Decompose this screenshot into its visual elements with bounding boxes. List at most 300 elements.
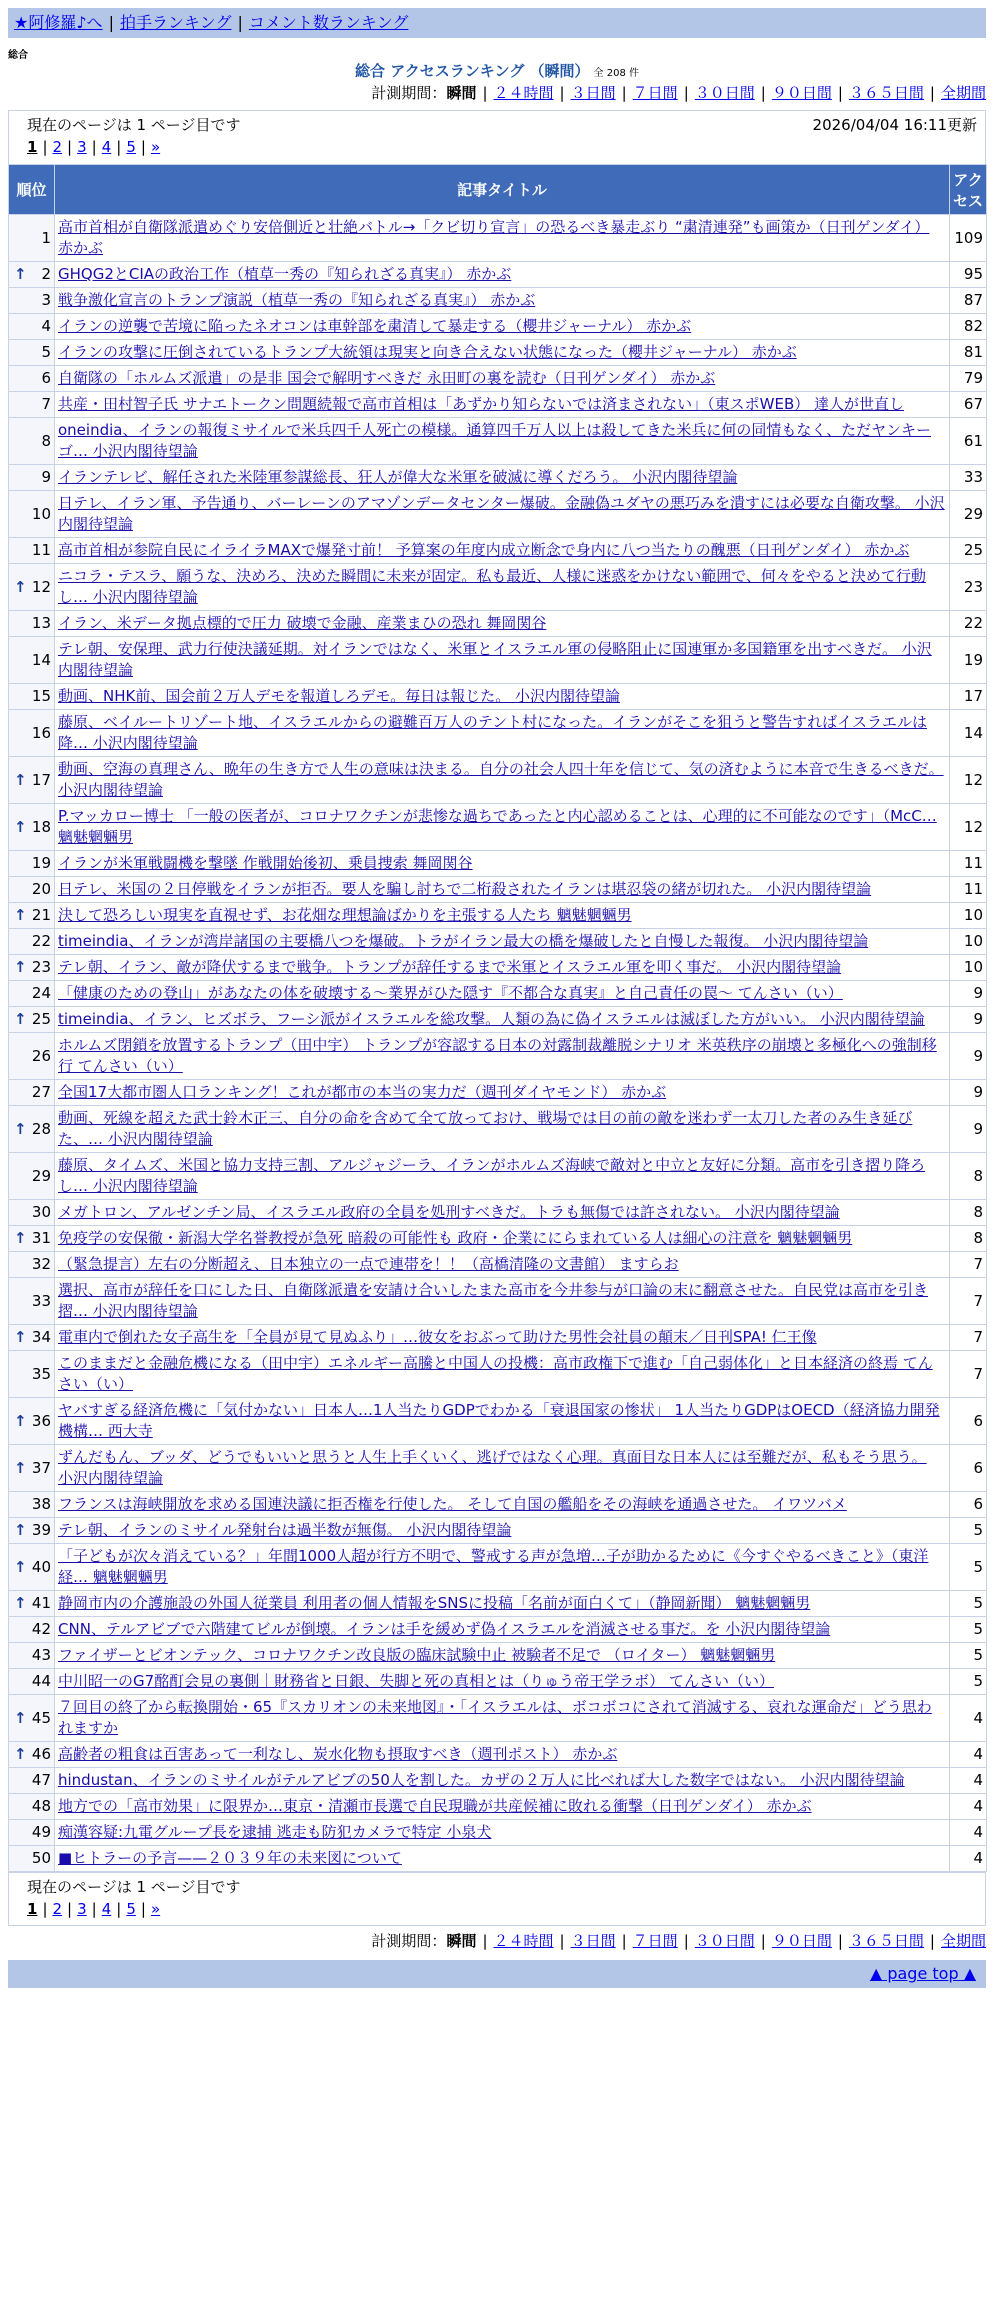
rank-cell bbox=[9, 1153, 55, 1200]
title-cell bbox=[55, 1278, 950, 1325]
access-count: 87 bbox=[950, 288, 987, 314]
period-link-365d[interactable]: ３６５日間 bbox=[848, 84, 924, 102]
period-link-90d[interactable]: ９０日間 bbox=[771, 84, 832, 102]
table-row bbox=[9, 1445, 987, 1492]
title-cell bbox=[55, 1742, 950, 1768]
title-cell bbox=[55, 262, 950, 288]
current-page-text: 現在のページは 1 ページ目です bbox=[27, 1878, 241, 1896]
rank-cell bbox=[9, 851, 55, 877]
title-cell bbox=[55, 564, 950, 611]
rank-up-arrow-icon: ↑ bbox=[14, 1411, 27, 1430]
title-cell bbox=[55, 1643, 950, 1669]
title-cell bbox=[55, 1398, 950, 1445]
article-title-link[interactable]: 動画、空海の真理さん、晩年の生き方で人生の意味は決まる。自分の社会人四十年を信じて、気の済むように本音で生きるべきだ。 小沢内閣待望論 bbox=[58, 760, 944, 799]
article-title-link[interactable]: P.マッカロー博士 「一般の医者が、コロナワクチンが悲惨な過ちであったと内心認めることは、心理的に不可能なのです」（McC… 魑魅魍魎男 bbox=[58, 807, 937, 846]
article-title-link[interactable]: フランスは海峡開放を求める国連決議に拒否権を行使した。 そして自国の艦船をその海峡を通過させた。 イワツバメ bbox=[58, 1495, 847, 1513]
article-title-link[interactable]: hindustan、イランのミサイルがテルアビブの50人を割した。カザの２万人に比べれば大した数字ではない。 小沢内閣待望論 bbox=[58, 1771, 905, 1789]
article-title-link[interactable]: 動画、死線を超えた武士鈴木正三、自分の命を含めて全て放っておけ、戦場では目の前の敵を迷わず一太刀した者のみ生き延びた、… 小沢内閣待望論 bbox=[58, 1109, 913, 1148]
article-title-link[interactable]: 藤原、ベイルートリゾート地、イスラエルからの避難百万人のテント村になった。イランがそこを狙うと警告すればイスラエルは降… 小沢内閣待望論 bbox=[58, 713, 927, 752]
table-row bbox=[9, 564, 987, 611]
top-nav-bar bbox=[8, 8, 986, 38]
updated-timestamp: 2026/04/04 16:11更新 bbox=[812, 116, 977, 134]
article-title-link[interactable]: イランの攻撃に圧倒されているトランプ大統領は現実と向き合えない状態になった（櫻井ジャーナル） 赤かぶ bbox=[58, 343, 797, 361]
rank-number: 27 bbox=[31, 1083, 51, 1101]
period-link-90d[interactable]: ９０日間 bbox=[771, 1932, 832, 1950]
title-cell bbox=[55, 288, 950, 314]
nav-separator: | bbox=[108, 13, 114, 32]
header-count: アクセス bbox=[950, 165, 987, 215]
article-title-link[interactable]: テレ朝、イランのミサイル発射台は過半数が無傷。 小沢内閣待望論 bbox=[58, 1521, 512, 1539]
period-link-7d[interactable]: ７日間 bbox=[632, 84, 678, 102]
access-count: 5 bbox=[950, 1591, 987, 1617]
page-title: 総合 アクセスランキング （瞬間） bbox=[355, 62, 590, 80]
rank-cell bbox=[9, 757, 55, 804]
rank-number: 44 bbox=[31, 1672, 51, 1690]
period-link-7d[interactable]: ７日間 bbox=[632, 1932, 678, 1950]
table-row bbox=[9, 1617, 987, 1643]
article-title-link[interactable]: イランが米軍戦闘機を撃墜 作戦開始後初、乗員捜索 舞岡関谷 bbox=[58, 854, 473, 872]
table-row bbox=[9, 418, 987, 465]
table-row bbox=[9, 1643, 987, 1669]
rank-number: 30 bbox=[31, 1203, 51, 1221]
rank-cell bbox=[9, 1445, 55, 1492]
access-count: 4 bbox=[950, 1794, 987, 1820]
access-count: 4 bbox=[950, 1846, 987, 1872]
rank-number: 29 bbox=[31, 1166, 51, 1185]
rank-cell bbox=[9, 1643, 55, 1669]
rank-number: 21 bbox=[31, 906, 51, 924]
access-count: 7 bbox=[950, 1278, 987, 1325]
rank-cell bbox=[9, 538, 55, 564]
pager-bottom bbox=[8, 1872, 986, 1926]
title-cell bbox=[55, 1226, 950, 1252]
page-top-link[interactable]: ▲ page top ▲ bbox=[869, 1964, 976, 1983]
rank-up-arrow-icon: ↑ bbox=[14, 1594, 27, 1612]
title-cell bbox=[55, 1591, 950, 1617]
rank-cell bbox=[9, 314, 55, 340]
article-title-link[interactable]: 日テレ、米国の２日停戦をイランが拒否。要人を騙し討ちで二桁殺されたイランは堪忍袋の緒が切れた。 小沢内閣待望論 bbox=[58, 880, 872, 898]
table-row bbox=[9, 1820, 987, 1846]
ranking-table bbox=[8, 164, 987, 1872]
access-count: 8 bbox=[950, 1153, 987, 1200]
rank-cell bbox=[9, 262, 55, 288]
period-selector-bottom: 計測期間：瞬間 | ２４時間 | ３日間 | ７日間 | ３０日間 | ９０日間 | ３６５日間 | 全期間 bbox=[371, 1932, 986, 1950]
page-link-5[interactable]: 5 bbox=[126, 1900, 136, 1918]
rank-cell bbox=[9, 288, 55, 314]
article-title-link[interactable]: 共産・田村智子氏 サナエトークン問題続報で高市首相は「あずかり知らないでは済まされない」（東スポWEB） 達人が世直し bbox=[58, 395, 905, 413]
table-row bbox=[9, 1252, 987, 1278]
title-cell bbox=[55, 1080, 950, 1106]
title-cell bbox=[55, 1153, 950, 1200]
rank-number: 5 bbox=[41, 343, 51, 361]
article-title-link[interactable]: 「健康のための登山」があなたの体を破壊する～業界がひた隠す『不都合な真実』と自己責任の罠～ てんさい（い） bbox=[58, 984, 843, 1002]
table-row bbox=[9, 981, 987, 1007]
period-link-all[interactable]: 全期間 bbox=[940, 1932, 986, 1950]
page-current: 1 bbox=[27, 1900, 38, 1918]
table-row bbox=[9, 710, 987, 757]
access-count: 10 bbox=[950, 955, 987, 981]
title-cell bbox=[55, 851, 950, 877]
period-current: 瞬間 bbox=[446, 84, 477, 102]
rank-cell bbox=[9, 392, 55, 418]
page-link-4[interactable]: 4 bbox=[101, 1900, 112, 1918]
article-title-link[interactable]: ファイザーとビオンテック、コロナワクチン改良版の臨床試験中止 被験者不足で （ロイター） 魑魅魍魎男 bbox=[58, 1646, 776, 1664]
article-title-link[interactable]: 地方での「高市効果」に限界か…東京・清瀬市長選で自民現職が共産候補に敗れる衝撃（日刊ゲンダイ） 赤かぶ bbox=[58, 1797, 812, 1815]
rank-number: 8 bbox=[41, 431, 51, 450]
access-count: 11 bbox=[950, 851, 987, 877]
period-link-30d[interactable]: ３０日間 bbox=[694, 1932, 755, 1950]
rank-number: 24 bbox=[31, 984, 51, 1002]
period-link-24h[interactable]: ２４時間 bbox=[493, 1932, 554, 1950]
title-cell bbox=[55, 1794, 950, 1820]
title-cell bbox=[55, 981, 950, 1007]
rank-number: 35 bbox=[31, 1364, 51, 1383]
access-count: 8 bbox=[950, 1226, 987, 1252]
access-count: 10 bbox=[950, 903, 987, 929]
article-title-link[interactable]: イランテレビ、解任された米陸軍参謀総長、狂人が偉大な米軍を破滅に導くだろう。 小沢内閣待望論 bbox=[58, 468, 738, 486]
access-count: 12 bbox=[950, 804, 987, 851]
rank-cell bbox=[9, 1351, 55, 1398]
table-row bbox=[9, 538, 987, 564]
access-count: 33 bbox=[950, 465, 987, 491]
access-count: 9 bbox=[950, 1106, 987, 1153]
article-title-link[interactable]: 自衛隊の「ホルムズ派遣」の是非 国会で解明すべきだ 永田町の裏を読む（日刊ゲンダイ） 赤かぶ bbox=[58, 369, 716, 387]
access-count: 8 bbox=[950, 1200, 987, 1226]
article-title-link[interactable]: ホルムズ閉鎖を放置するトランプ（田中宇） トランプが容認する日本の対露制裁離脱シナリオ 米英秩序の崩壊と多極化への強制移行 てんさい（い） bbox=[58, 1036, 937, 1075]
rank-number: 10 bbox=[31, 504, 51, 523]
title-cell bbox=[55, 710, 950, 757]
period-selector-top: 計測期間：瞬間 | ２４時間 | ３日間 | ７日間 | ３０日間 | ９０日間 | ３６５日間 | 全期間 bbox=[371, 84, 986, 102]
rank-cell bbox=[9, 955, 55, 981]
rank-number: 31 bbox=[31, 1229, 51, 1247]
period-link-all[interactable]: 全期間 bbox=[940, 84, 986, 102]
rank-cell bbox=[9, 1007, 55, 1033]
table-row bbox=[9, 465, 987, 491]
rank-number: 23 bbox=[31, 958, 51, 976]
table-header-row bbox=[9, 165, 987, 215]
rank-cell bbox=[9, 1080, 55, 1106]
page-link-3[interactable]: 3 bbox=[77, 138, 87, 156]
rank-number: 49 bbox=[31, 1823, 51, 1841]
table-row bbox=[9, 1518, 987, 1544]
title-cell bbox=[55, 903, 950, 929]
title-cell bbox=[55, 392, 950, 418]
access-count: 4 bbox=[950, 1820, 987, 1846]
access-count: 95 bbox=[950, 262, 987, 288]
article-title-link[interactable]: CNN、テルアビブで六階建てビルが倒壊。イランは手を緩めず偽イスラエルを消滅させる事だ。を 小沢内閣待望論 bbox=[58, 1620, 831, 1638]
table-row bbox=[9, 637, 987, 684]
page-links: 1 | 2 | 3 | 4 | 5 | » bbox=[27, 1900, 161, 1918]
article-title-link[interactable]: （緊急提言）左右の分断超え、日本独立の一点で連帯を！！（高橋清隆の文書館） ますらお bbox=[58, 1255, 679, 1273]
rank-cell bbox=[9, 465, 55, 491]
rank-up-arrow-icon: ↑ bbox=[14, 1521, 27, 1539]
article-title-link[interactable]: timeindia、イラン、ヒズボラ、フーシ派がイスラエルを総攻撃。人類の為に偽イスラエルは滅ぼした方がいい。 小沢内閣待望論 bbox=[58, 1010, 925, 1028]
table-row bbox=[9, 1742, 987, 1768]
article-title-link[interactable]: ■ヒトラーの予言——２０３９年の未来図について bbox=[58, 1849, 402, 1867]
nav-link-comment-ranking[interactable]: コメント数ランキング bbox=[248, 13, 409, 32]
rank-up-arrow-icon: ↑ bbox=[14, 1745, 27, 1763]
rank-cell bbox=[9, 1200, 55, 1226]
period-link-30d[interactable]: ３０日間 bbox=[694, 84, 755, 102]
access-count: 9 bbox=[950, 1080, 987, 1106]
title-cell bbox=[55, 1106, 950, 1153]
article-title-link[interactable]: GHQG2とCIAの政治工作（植草一秀の『知られざる真実』） 赤かぶ bbox=[58, 265, 512, 283]
page-link-4[interactable]: 4 bbox=[101, 138, 112, 156]
category-label: 総合 bbox=[8, 50, 28, 61]
article-title-link[interactable]: 決して恐ろしい現実を直視せず、お花畑な理想論ばかりを主張する人たち 魑魅魍魎男 bbox=[58, 906, 632, 924]
table-row bbox=[9, 1794, 987, 1820]
rank-up-arrow-icon: ↑ bbox=[14, 1708, 27, 1727]
current-page-text: 現在のページは 1 ページ目です bbox=[27, 116, 241, 134]
rank-cell bbox=[9, 1669, 55, 1695]
nav-link-asyura[interactable]: ★阿修羅♪へ bbox=[14, 13, 103, 32]
article-title-link[interactable]: イラン、米データ拠点標的で圧力 破壊で金融、産業まひの恐れ 舞岡関谷 bbox=[58, 614, 547, 632]
table-row bbox=[9, 1398, 987, 1445]
rank-up-arrow-icon: ↑ bbox=[14, 577, 27, 596]
article-title-link[interactable]: 中川昭一のG7酩酊会見の裏側｜財務省と日銀、失脚と死の真相とは（りゅう帝王学ラボ） てんさい（い） bbox=[58, 1672, 774, 1690]
header-rank: 順位 bbox=[9, 165, 55, 215]
title-cell bbox=[55, 340, 950, 366]
title-cell bbox=[55, 1820, 950, 1846]
article-title-link[interactable]: ７回目の終了から転換開始・65『スカリオンの未来地図』・「イスラエルは、ボコボコにされて消滅する、哀れな運命だ」どう思われますか bbox=[58, 1698, 932, 1737]
article-title-link[interactable]: ヤバすぎる経済危機に「気付かない」日本人…1人当たりGDPでわかる「衰退国家の惨状」 1人当たりGDPはOECD（経済協力開発機構… 西大寺 bbox=[58, 1401, 940, 1440]
title-cell bbox=[55, 1252, 950, 1278]
table-row bbox=[9, 288, 987, 314]
rank-number: 11 bbox=[31, 541, 51, 559]
table-row bbox=[9, 366, 987, 392]
rank-number: 46 bbox=[31, 1745, 51, 1763]
rank-cell bbox=[9, 1695, 55, 1742]
access-count: 5 bbox=[950, 1669, 987, 1695]
total-count: 全 208 件 bbox=[593, 68, 639, 79]
rank-cell bbox=[9, 1742, 55, 1768]
rank-cell bbox=[9, 611, 55, 637]
access-count: 82 bbox=[950, 314, 987, 340]
article-title-link[interactable]: 静岡市内の介護施設の外国人従業員 利用者の個人情報をSNSに投稿「名前が面白くて」（静岡新聞） 魑魅魍魎男 bbox=[58, 1594, 811, 1612]
rank-up-arrow-icon: ↑ bbox=[14, 958, 27, 976]
access-count: 5 bbox=[950, 1518, 987, 1544]
rank-cell bbox=[9, 1591, 55, 1617]
period-link-3d[interactable]: ３日間 bbox=[570, 1932, 616, 1950]
article-title-link[interactable]: 藤原、タイムズ、米国と協力支持三割、アルジャジーラ、イランがホルムズ海峡で敵対と中立と友好に分類。高市を引き摺り降ろし… 小沢内閣待望論 bbox=[58, 1156, 926, 1195]
rank-cell bbox=[9, 637, 55, 684]
header-title: 記事タイトル bbox=[55, 165, 950, 215]
access-count: 9 bbox=[950, 1033, 987, 1080]
rank-cell bbox=[9, 1106, 55, 1153]
page-link-2[interactable]: 2 bbox=[52, 138, 63, 156]
rank-cell bbox=[9, 981, 55, 1007]
rank-number: 32 bbox=[31, 1255, 51, 1273]
footer-bar bbox=[8, 1960, 986, 1988]
title-cell bbox=[55, 418, 950, 465]
table-row bbox=[9, 1106, 987, 1153]
rank-number: 6 bbox=[41, 369, 51, 387]
title-cell bbox=[55, 877, 950, 903]
rank-up-arrow-icon: ↑ bbox=[14, 1229, 27, 1247]
article-title-link[interactable]: timeindia、イランが湾岸諸国の主要橋八つを爆破。トラがイラン最大の橋を爆破したと自慢した報復。 小沢内閣待望論 bbox=[58, 932, 869, 950]
rank-cell bbox=[9, 1033, 55, 1080]
article-title-link[interactable]: 選択、高市が辞任を口にした日、自衛隊派遣を安請け合いしたまた高市を今井参与が口論の末に翻意させた。自民党は高市を引き摺… 小沢内閣待望論 bbox=[58, 1281, 929, 1320]
rank-cell bbox=[9, 340, 55, 366]
rank-number: 19 bbox=[31, 854, 51, 872]
access-count: 81 bbox=[950, 340, 987, 366]
article-title-link[interactable]: 電車内で倒れた女子高生を「全員が見て見ぬふり」…彼女をおぶって助けた男性会社員の顛末／日刊SPA! 仁王像 bbox=[58, 1328, 817, 1346]
period-link-3d[interactable]: ３日間 bbox=[570, 84, 616, 102]
article-title-link[interactable]: ニコラ・テスラ、願うな、決めろ、決めた瞬間に未来が固定。私も最近、人様に迷惑をかけない範囲で、何々をやると決めて行動し… 小沢内閣待望論 bbox=[58, 567, 926, 606]
rank-cell bbox=[9, 710, 55, 757]
rank-cell bbox=[9, 1518, 55, 1544]
access-count: 109 bbox=[950, 215, 987, 262]
article-title-link[interactable]: 戦争激化宣言のトランプ演説（植草一秀の『知られざる真実』） 赤かぶ bbox=[58, 291, 536, 309]
nav-separator: | bbox=[237, 13, 243, 32]
period-link-365d[interactable]: ３６５日間 bbox=[848, 1932, 924, 1950]
article-title-link[interactable]: このままだと金融危機になる（田中宇）エネルギー高騰と中国人の投機：高市政権下で進む「自己弱体化」と日本経済の終焉 てんさい（い） bbox=[58, 1354, 933, 1393]
page-link-6[interactable]: » bbox=[150, 1900, 161, 1918]
table-row bbox=[9, 1080, 987, 1106]
title-cell bbox=[55, 757, 950, 804]
ranking-heading bbox=[0, 60, 994, 81]
table-row bbox=[9, 215, 987, 262]
page-link-3[interactable]: 3 bbox=[77, 1900, 87, 1918]
rank-number: 3 bbox=[41, 291, 51, 309]
rank-cell bbox=[9, 804, 55, 851]
rank-cell bbox=[9, 1820, 55, 1846]
title-cell bbox=[55, 465, 950, 491]
rank-number: 41 bbox=[31, 1594, 51, 1612]
article-title-link[interactable]: 全国17大都市圏人口ランキング！これが都市の本当の実力だ（週刊ダイヤモンド） 赤かぶ bbox=[58, 1083, 667, 1101]
access-count: 4 bbox=[950, 1742, 987, 1768]
table-row bbox=[9, 1007, 987, 1033]
rank-number: 38 bbox=[31, 1495, 51, 1513]
rank-up-arrow-icon: ↑ bbox=[14, 1458, 27, 1477]
title-cell bbox=[55, 1617, 950, 1643]
table-row bbox=[9, 684, 987, 710]
article-title-link[interactable]: ずんだもん、ブッダ、どうでもいいと思うと人生上手くいく、逃げではなく心理。真面目な日本人には至難だが、私もそう思う。 小沢内閣待望論 bbox=[58, 1448, 927, 1487]
access-count: 11 bbox=[950, 877, 987, 903]
table-row bbox=[9, 1278, 987, 1325]
title-cell bbox=[55, 1768, 950, 1794]
rank-number: 9 bbox=[41, 468, 51, 486]
rank-cell bbox=[9, 418, 55, 465]
page-link-2[interactable]: 2 bbox=[52, 1900, 63, 1918]
access-count: 7 bbox=[950, 1351, 987, 1398]
rank-number: 48 bbox=[31, 1797, 51, 1815]
access-count: 79 bbox=[950, 366, 987, 392]
rank-number: 4 bbox=[41, 317, 51, 335]
title-cell bbox=[55, 1492, 950, 1518]
rank-cell bbox=[9, 1398, 55, 1445]
access-count: 29 bbox=[950, 491, 987, 538]
table-row bbox=[9, 1846, 987, 1872]
rank-up-arrow-icon: ↑ bbox=[14, 906, 27, 924]
rank-cell bbox=[9, 1794, 55, 1820]
article-title-link[interactable]: 高市首相が自衛隊派遣めぐり安倍側近と壮絶バトル→「クビ切り宣言」の恐るべき暴走ぶり “粛清連発”も画策か（日刊ゲンダイ） 赤かぶ bbox=[58, 218, 930, 257]
rank-up-arrow-icon: ↑ bbox=[14, 1328, 27, 1346]
title-cell bbox=[55, 1351, 950, 1398]
table-row bbox=[9, 392, 987, 418]
access-count: 6 bbox=[950, 1445, 987, 1492]
access-count: 5 bbox=[950, 1643, 987, 1669]
article-title-link[interactable]: テレ朝、イラン、敵が降伏するまで戦争。トランプが辞任するまで米軍とイスラエル軍を叩く事だ。 小沢内閣待望論 bbox=[58, 958, 842, 976]
rank-number: 34 bbox=[31, 1328, 51, 1346]
page-link-5[interactable]: 5 bbox=[126, 138, 136, 156]
rank-number: 43 bbox=[31, 1646, 51, 1664]
rank-cell bbox=[9, 1278, 55, 1325]
rank-number: 2 bbox=[41, 265, 51, 283]
rank-number: 16 bbox=[31, 723, 51, 742]
title-cell bbox=[55, 804, 950, 851]
article-title-link[interactable]: 免疫学の安保徹・新潟大学名誉教授が急死 暗殺の可能性も 政府・企業ににらまれている人は細心の注意を 魑魅魍魎男 bbox=[58, 1229, 853, 1247]
rank-cell bbox=[9, 929, 55, 955]
page-link-next[interactable]: » bbox=[150, 138, 161, 156]
article-title-link[interactable]: イランの逆襲で苦境に陥ったネオコンは車幹部を粛清して暴走する（櫻井ジャーナル） 赤かぶ bbox=[58, 317, 692, 335]
nav-link-clap-ranking[interactable]: 拍手ランキング bbox=[119, 13, 232, 32]
title-cell bbox=[55, 1544, 950, 1591]
table-row bbox=[9, 491, 987, 538]
rank-number: 20 bbox=[31, 880, 51, 898]
table-row bbox=[9, 1153, 987, 1200]
rank-cell bbox=[9, 1544, 55, 1591]
access-count: 5 bbox=[950, 1544, 987, 1591]
title-cell bbox=[55, 1695, 950, 1742]
table-row bbox=[9, 1351, 987, 1398]
article-title-link[interactable]: 痴漢容疑:九電グループ長を逮捕 逃走も防犯カメラで特定 小泉犬 bbox=[58, 1823, 492, 1841]
rank-cell bbox=[9, 1492, 55, 1518]
rank-cell bbox=[9, 1846, 55, 1872]
rank-number: 7 bbox=[41, 395, 51, 413]
rank-number: 33 bbox=[31, 1291, 51, 1310]
article-title-link[interactable]: 「子どもが次々消えている？」年間1000人超が行方不明で、警戒する声が急増…子が助かるために《今すぐやるべきこと》（東洋経… 魑魅魍魎男 bbox=[58, 1547, 929, 1586]
article-title-link[interactable]: メガトロン、アルゼンチン局、イスラエル政府の全員を処刑すべきだ。トラも無傷では許されない。 小沢内閣待望論 bbox=[58, 1203, 840, 1221]
rank-up-arrow-icon: ↑ bbox=[14, 1010, 27, 1028]
rank-cell bbox=[9, 491, 55, 538]
table-row bbox=[9, 804, 987, 851]
article-title-link[interactable]: テレ朝、安保理、武力行使決議延期。対イランではなく、米軍とイスラエル軍の侵略阻止に国連軍か多国籍軍を出すべきだ。 小沢内閣待望論 bbox=[58, 640, 932, 679]
article-title-link[interactable]: 日テレ、イラン軍、予告通り、バーレーンのアマゾンデータセンター爆破。金融偽ユダヤの悪巧みを潰すには必要な自衛攻撃。 小沢内閣待望論 bbox=[58, 494, 945, 533]
rank-up-arrow-icon: ↑ bbox=[14, 770, 27, 789]
title-cell bbox=[55, 684, 950, 710]
rank-number: 26 bbox=[31, 1046, 51, 1065]
period-link-24h[interactable]: ２４時間 bbox=[493, 84, 554, 102]
article-title-link[interactable]: 動画、NHK前、国会前２万人デモを報道しろデモ。毎日は報じた。 小沢内閣待望論 bbox=[58, 687, 620, 705]
table-row bbox=[9, 1200, 987, 1226]
rank-number: 1 bbox=[41, 228, 51, 247]
rank-up-arrow-icon: ↑ bbox=[14, 1119, 27, 1138]
rank-number: 39 bbox=[31, 1521, 51, 1539]
access-count: 4 bbox=[950, 1695, 987, 1742]
table-row bbox=[9, 1226, 987, 1252]
table-row bbox=[9, 1492, 987, 1518]
title-cell bbox=[55, 538, 950, 564]
table-row bbox=[9, 1768, 987, 1794]
title-cell bbox=[55, 1445, 950, 1492]
rank-up-arrow-icon: ↑ bbox=[14, 1557, 27, 1576]
rank-cell bbox=[9, 215, 55, 262]
article-title-link[interactable]: 高齢者の粗食は百害あって一利なし、炭水化物も摂取すべき（週刊ポスト） 赤かぶ bbox=[58, 1745, 618, 1763]
article-title-link[interactable]: oneindia、イランの報復ミサイルで米兵四千人死亡の模様。通算四千万人以上は殺してきた米兵に何の同情もなく、ただヤンキーゴ… 小沢内閣待望論 bbox=[58, 421, 931, 460]
title-cell bbox=[55, 314, 950, 340]
access-count: 9 bbox=[950, 981, 987, 1007]
table-row bbox=[9, 851, 987, 877]
rank-number: 18 bbox=[31, 817, 51, 836]
article-title-link[interactable]: 高市首相が参院自民にイライラMAXで爆発寸前！ 予算案の年度内成立断念で身内に八つ当たりの醜悪（日刊ゲンダイ） 赤かぶ bbox=[58, 541, 910, 559]
rank-number: 36 bbox=[31, 1411, 51, 1430]
title-cell bbox=[55, 929, 950, 955]
access-count: 7 bbox=[950, 1252, 987, 1278]
rank-cell bbox=[9, 564, 55, 611]
access-count: 9 bbox=[950, 1007, 987, 1033]
table-row bbox=[9, 1669, 987, 1695]
